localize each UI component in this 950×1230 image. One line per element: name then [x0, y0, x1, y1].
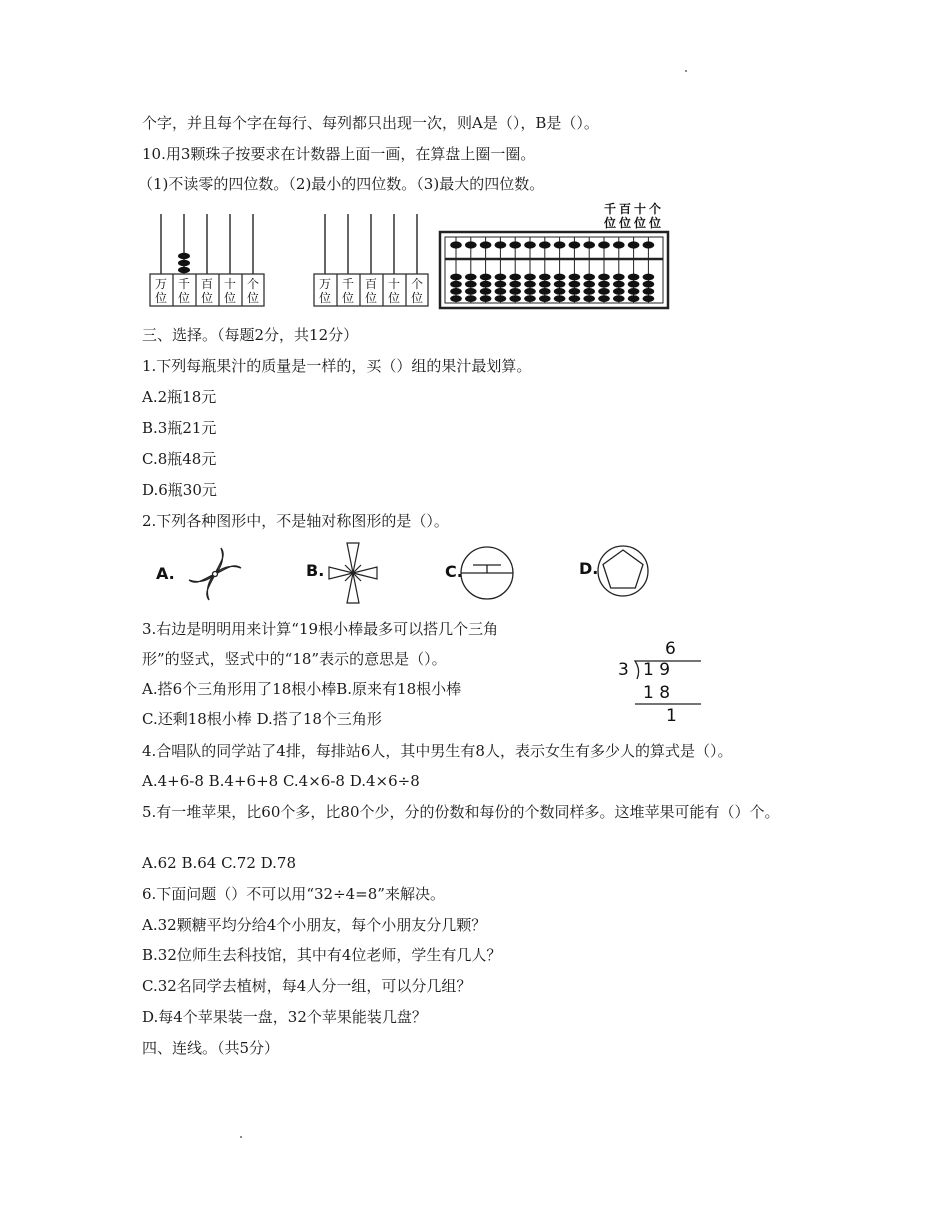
abacus-lower-bead	[509, 295, 521, 302]
abacus-lower-bead	[613, 288, 625, 295]
division-remainder: 1	[666, 706, 677, 726]
q6-option-b: B.32位师生去科技馆，其中有4位老师，学生有几人？	[142, 946, 502, 964]
abacus-upper-bead	[598, 241, 610, 248]
q5-options: A.62 B.64 C.72 D.78	[142, 854, 297, 872]
q3-options-1: A.搭6个三角形用了18根小棒B.原来有18根小棒	[142, 680, 462, 698]
abacus-lower-bead	[539, 274, 551, 281]
q1-option-c: C.8瓶48元	[142, 450, 217, 468]
svg-text:位: 位	[364, 291, 378, 305]
abacus-lower-bead	[598, 295, 610, 302]
abacus-lower-bead	[613, 295, 625, 302]
abacus-upper-bead	[450, 241, 462, 248]
svg-text:位: 位	[223, 291, 237, 305]
abacus-lower-bead	[465, 281, 477, 288]
abacus-upper-bead	[643, 241, 655, 248]
abacus-lower-bead	[583, 288, 595, 295]
abacus-lower-bead	[613, 281, 625, 288]
svg-text:个: 个	[246, 277, 260, 291]
abacus-lower-bead	[524, 295, 536, 302]
q1-option-b: B.3瓶21元	[142, 419, 217, 437]
question-3-line1: 3.右边是明明用来计算“19根小棒最多可以搭几个三角	[142, 620, 499, 638]
question-10: 10.用3颗珠子按要求在计数器上面一画，在算盘上圈一圈。	[142, 145, 536, 163]
abacus-lower-bead	[480, 288, 492, 295]
abacus-lower-bead	[569, 295, 581, 302]
abacus-lower-bead	[450, 274, 462, 281]
abacus-lower-bead	[628, 288, 640, 295]
abacus-lower-bead	[598, 281, 610, 288]
q2-shapes	[150, 540, 670, 608]
abacus-upper-bead	[628, 241, 640, 248]
abacus-lower-bead	[495, 288, 507, 295]
page-mark	[685, 70, 687, 72]
abacus-upper-bead	[524, 241, 536, 248]
abacus-upper-bead	[509, 241, 521, 248]
section-4-header: 四、连线。（共5分）	[142, 1039, 280, 1057]
abacus-lower-bead	[569, 288, 581, 295]
page-mark	[240, 1136, 242, 1138]
abacus-lower-bead	[524, 288, 536, 295]
svg-text:位: 位	[618, 216, 632, 230]
svg-text:十: 十	[223, 277, 237, 291]
abacus-lower-bead	[480, 274, 492, 281]
abacus-lower-bead	[628, 281, 640, 288]
abacus-upper-bead	[613, 241, 625, 248]
abacus-lower-bead	[613, 274, 625, 281]
abacus-upper-bead	[539, 241, 551, 248]
abacus-lower-bead	[480, 295, 492, 302]
question-2: 2.下列各种图形中，不是轴对称图形的是（）。	[142, 512, 449, 530]
abacus-lower-bead	[524, 274, 536, 281]
svg-text:千: 千	[177, 277, 191, 291]
q1-option-a: A.2瓶18元	[142, 388, 217, 406]
division-quotient: 6	[665, 639, 676, 659]
abacus-upper-bead	[554, 241, 566, 248]
abacus-lower-bead	[539, 281, 551, 288]
abacus-lower-bead	[509, 281, 521, 288]
svg-text:位: 位	[648, 216, 662, 230]
abacus-lower-bead	[495, 281, 507, 288]
circle-shape	[461, 547, 513, 599]
abacus-lower-bead	[509, 288, 521, 295]
svg-text:万: 万	[154, 277, 168, 291]
abacus-lower-bead	[628, 274, 640, 281]
abacus-lower-bead	[569, 274, 581, 281]
abacus-lower-bead	[495, 274, 507, 281]
svg-text:位: 位	[200, 291, 214, 305]
svg-text:位: 位	[177, 291, 191, 305]
abacus-upper-bead	[495, 241, 507, 248]
counter-beads	[178, 253, 190, 273]
abacus-figure	[438, 200, 672, 312]
svg-text:万: 万	[318, 277, 332, 291]
abacus-lower-bead	[643, 295, 655, 302]
svg-text:C.: C.	[445, 562, 463, 581]
svg-text:个: 个	[648, 202, 662, 216]
svg-text:十: 十	[387, 277, 401, 291]
section-3-header: 三、选择。（每题2分，共12分）	[142, 326, 359, 344]
abacus-lower-bead	[465, 288, 477, 295]
counter-figure-1	[148, 208, 268, 308]
division-divisor: 3	[618, 660, 629, 680]
abacus-lower-bead	[450, 281, 462, 288]
abacus-upper-bead	[569, 241, 581, 248]
pentagon-circle-shape	[598, 546, 648, 596]
svg-text:位: 位	[246, 291, 260, 305]
svg-text:位: 位	[410, 291, 424, 305]
abacus-lower-bead	[628, 295, 640, 302]
abacus-lower-bead	[583, 274, 595, 281]
q6-option-c: C.32名同学去植树，每4人分一组，可以分几组？	[142, 977, 472, 995]
abacus-lower-bead	[583, 281, 595, 288]
svg-text:千: 千	[603, 202, 617, 216]
abacus-lower-bead	[480, 281, 492, 288]
abacus-lower-bead	[643, 274, 655, 281]
svg-text:位: 位	[387, 291, 401, 305]
abacus-lower-bead	[554, 281, 566, 288]
abacus-lower-bead	[598, 288, 610, 295]
svg-text:D.: D.	[579, 559, 599, 578]
pinwheel-shape	[189, 548, 241, 600]
abacus-lower-bead	[495, 295, 507, 302]
question-4: 4.合唱队的同学站了4排，每排站6人，其中男生有8人，表示女生有多少人的算式是（）。	[142, 742, 733, 760]
abacus-lower-bead	[450, 288, 462, 295]
long-division-figure	[615, 634, 705, 726]
svg-text:位: 位	[341, 291, 355, 305]
abacus-lower-bead	[465, 274, 477, 281]
abacus-lower-bead	[450, 295, 462, 302]
abacus-lower-bead	[643, 288, 655, 295]
abacus-lower-bead	[539, 295, 551, 302]
abacus-lower-bead	[598, 274, 610, 281]
counter-figure-2	[312, 208, 432, 308]
svg-text:位: 位	[154, 291, 168, 305]
abacus-lower-bead	[554, 274, 566, 281]
question-10-parts: （1)不读零的四位数。（2)最小的四位数。（3)最大的四位数。	[138, 175, 545, 193]
q1-option-d: D.6瓶30元	[142, 481, 217, 499]
question-5: 5.有一堆苹果，比60个多，比80个少，分的份数和每份的个数同样多。这堆苹果可能有（）个。	[142, 803, 780, 821]
svg-text:百: 百	[618, 202, 632, 216]
question-3-line2: 形”的竖式，竖式中的“18”表示的意思是（）。	[142, 650, 447, 668]
abacus-lower-bead	[554, 295, 566, 302]
division-dividend: 1 9	[643, 660, 671, 680]
abacus-upper-bead	[480, 241, 492, 248]
text-line: 个字，并且每个字在每行、每列都只出现一次，则A是（），B是（）。	[142, 114, 599, 132]
svg-text:个: 个	[410, 277, 424, 291]
abacus-lower-bead	[569, 281, 581, 288]
abacus-lower-bead	[643, 281, 655, 288]
svg-text:B.: B.	[306, 561, 325, 580]
abacus-lower-bead	[509, 274, 521, 281]
svg-text:百: 百	[200, 277, 214, 291]
svg-text:位: 位	[603, 216, 617, 230]
abacus-lower-bead	[539, 288, 551, 295]
svg-text:A.: A.	[156, 564, 175, 583]
abacus-lower-bead	[583, 295, 595, 302]
cross-shape	[329, 543, 377, 603]
question-1: 1.下列每瓶果汁的质量是一样的，买（）组的果汁最划算。	[142, 357, 532, 375]
abacus-lower-bead	[524, 281, 536, 288]
svg-text:千: 千	[341, 277, 355, 291]
division-product: 1 8	[643, 683, 671, 703]
abacus-upper-bead	[583, 241, 595, 248]
question-6: 6.下面问题（）不可以用“32÷4=8”来解决。	[142, 885, 445, 903]
q6-option-d: D.每4个苹果装一盘，32个苹果能装几盘？	[142, 1008, 427, 1026]
q3-options-2: C.还剩18根小棒 D.搭了18个三角形	[142, 710, 382, 728]
q4-options: A.4+6-8 B.4+6+8 C.4×6-8 D.4×6÷8	[142, 772, 420, 790]
q6-option-a: A.32颗糖平均分给4个小朋友，每个小朋友分几颗？	[142, 916, 487, 934]
svg-text:位: 位	[318, 291, 332, 305]
svg-text:位: 位	[633, 216, 647, 230]
svg-text:十: 十	[633, 202, 647, 216]
abacus-lower-bead	[554, 288, 566, 295]
svg-text:百: 百	[364, 277, 378, 291]
abacus-lower-bead	[465, 295, 477, 302]
abacus-upper-bead	[465, 241, 477, 248]
